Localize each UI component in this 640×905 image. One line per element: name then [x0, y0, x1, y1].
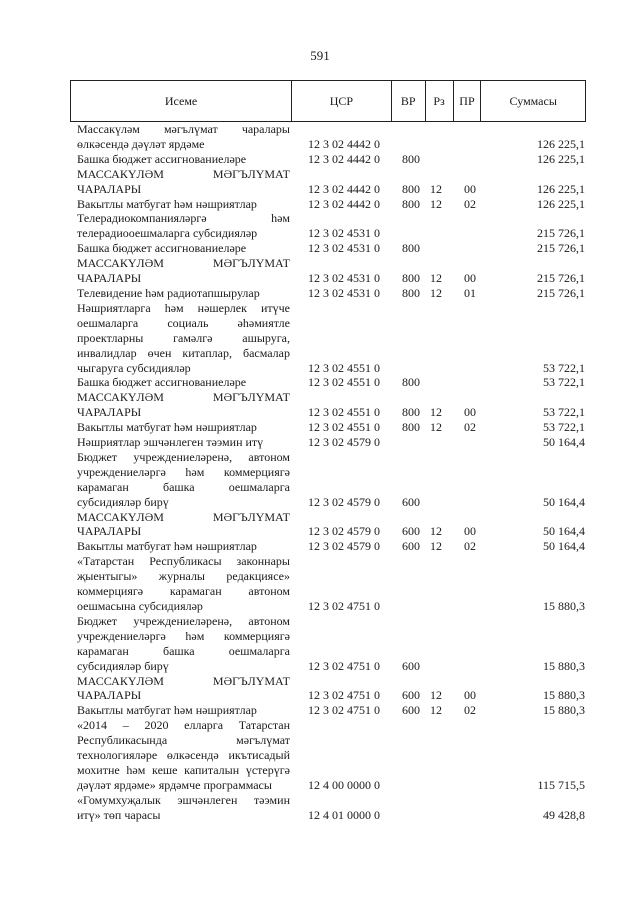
- row-name: [70, 793, 292, 823]
- row-name-line: МАССАКҮЛӘМ МӘГЪЛҮМАТ: [77, 256, 290, 271]
- row-csr: 12 4 00 0000 0: [308, 777, 380, 792]
- row-vr: 800: [402, 420, 420, 435]
- table-row: [70, 718, 586, 793]
- row-name: [70, 286, 292, 301]
- header-vr: ВР: [392, 81, 426, 121]
- header-name: Исеме: [71, 81, 292, 121]
- row-name-line: Бюджет учреждениеләренә, автоном: [77, 449, 290, 464]
- budget-table: [70, 80, 586, 823]
- row-name-line: телерадиооешмаларга субсидияләр: [77, 226, 258, 241]
- row-vr: 600: [402, 688, 420, 703]
- row-name-line: Башка бюджет ассигнованиеләре: [77, 241, 247, 256]
- row-pr: 00: [464, 181, 476, 196]
- row-vr: 600: [402, 703, 420, 718]
- row-sum: 126 225,1: [537, 136, 585, 151]
- row-sum: 15 880,3: [543, 688, 585, 703]
- table-row: [70, 241, 586, 256]
- table-row: [70, 420, 586, 435]
- row-name: [70, 539, 292, 554]
- row-vr: 800: [402, 405, 420, 420]
- row-rz: 12: [430, 420, 442, 435]
- row-pr: 02: [464, 420, 476, 435]
- table-row: [70, 510, 586, 540]
- row-rz: 12: [430, 524, 442, 539]
- row-csr: 12 3 02 4442 0: [308, 151, 380, 166]
- row-sum: 215 726,1: [537, 285, 585, 300]
- row-vr: 800: [402, 241, 420, 256]
- row-name-line: дәүләт ярдәме» ярдәмче программасы: [77, 777, 272, 792]
- table-row: [70, 450, 586, 510]
- row-sum: 215 726,1: [537, 226, 585, 241]
- row-name-line: итү» төп чарасы: [77, 807, 161, 822]
- row-csr: 12 3 02 4531 0: [308, 271, 380, 286]
- table-header: [70, 80, 586, 122]
- row-vr: 800: [402, 196, 420, 211]
- row-name-line: Телевидение һәм радиотапшырулар: [77, 285, 260, 300]
- table-row: [70, 703, 586, 718]
- row-sum: 53 722,1: [543, 420, 585, 435]
- table-row: [70, 301, 586, 376]
- row-name-line: Вакытлы матбугат һәм нәшриятлар: [77, 196, 257, 211]
- table-body: [70, 122, 586, 823]
- row-pr: 00: [464, 688, 476, 703]
- row-sum: 15 880,3: [543, 658, 585, 673]
- row-name: [70, 256, 292, 286]
- row-name: [70, 375, 292, 390]
- row-sum: 50 164,4: [543, 524, 585, 539]
- row-name-line: чыгаруга субсидияләр: [77, 360, 191, 375]
- row-rz: 12: [430, 703, 442, 718]
- row-csr: 12 3 02 4751 0: [308, 703, 380, 718]
- row-sum: 50 164,4: [543, 494, 585, 509]
- table-row: [70, 167, 586, 197]
- header-sum: Суммасы: [509, 93, 557, 108]
- row-name-line: Массакүләм мәгълүмат чаралары: [77, 122, 290, 136]
- row-name-line: карамаган башка оешмаларга: [77, 479, 290, 494]
- row-sum: 115 715,5: [537, 777, 585, 792]
- row-sum: 215 726,1: [537, 241, 585, 256]
- table-row: [70, 122, 586, 152]
- row-name-line: МАССАКҮЛӘМ МӘГЪЛҮМАТ: [77, 673, 290, 688]
- row-name: [70, 211, 292, 241]
- table-row: [70, 286, 586, 301]
- row-name-line: МАССАКҮЛӘМ МӘГЪЛҮМАТ: [77, 509, 290, 524]
- row-rz: 12: [430, 181, 442, 196]
- table-row: [70, 197, 586, 212]
- header-pr: ПР: [454, 81, 482, 121]
- row-vr: 800: [402, 271, 420, 286]
- row-name-line: оешмаларга социаль әһәмиятле: [77, 315, 290, 330]
- row-name-line: ЧАРАЛАРЫ: [77, 271, 142, 286]
- row-vr: 800: [402, 285, 420, 300]
- row-csr: 12 3 02 4531 0: [308, 285, 380, 300]
- row-sum: 50 164,4: [543, 539, 585, 554]
- table-row: [70, 375, 586, 390]
- header-rz: Рз: [426, 81, 454, 121]
- row-sum: 49 428,8: [543, 807, 585, 822]
- row-name: [70, 510, 292, 540]
- row-vr: 800: [402, 181, 420, 196]
- table-row: [70, 674, 586, 704]
- header-csr: ЦСР: [292, 81, 392, 121]
- row-name: [70, 674, 292, 704]
- row-rz: 12: [430, 285, 442, 300]
- row-sum: 126 225,1: [537, 181, 585, 196]
- row-name-line: оешмасына субсидияләр: [77, 599, 203, 613]
- row-sum: 53 722,1: [543, 360, 585, 375]
- row-rz: 12: [430, 539, 442, 554]
- row-sum: 53 722,1: [543, 375, 585, 390]
- row-name-line: Башка бюджет ассигнованиеләре: [77, 151, 247, 166]
- row-name-line: Нәшриятларга һәм нәшерлек итүче: [77, 300, 290, 315]
- row-sum: 215 726,1: [537, 271, 585, 286]
- row-vr: 600: [402, 658, 420, 673]
- row-name-line: Нәшриятлар эшчәнлеген тәэмин итү: [77, 435, 264, 450]
- row-csr: 12 3 02 4442 0: [308, 136, 380, 151]
- row-sum: 15 880,3: [543, 703, 585, 718]
- row-csr: 12 3 02 4579 0: [308, 524, 380, 539]
- row-sum: 50 164,4: [543, 435, 585, 450]
- row-name-line: «2014 – 2020 елларга Татарстан: [77, 718, 290, 733]
- row-vr: 600: [402, 524, 420, 539]
- row-pr: 02: [464, 196, 476, 211]
- row-name-line: өлкәсендә дәүләт ярдәме: [77, 136, 205, 151]
- row-name: [70, 614, 292, 674]
- row-name: [70, 152, 292, 167]
- row-vr: 600: [402, 539, 420, 554]
- row-name-line: «Татарстан Республикасы законнары: [77, 554, 290, 569]
- row-name: [70, 241, 292, 256]
- row-rz: 12: [430, 271, 442, 286]
- row-name-line: ЧАРАЛАРЫ: [77, 524, 142, 539]
- row-name-line: ЧАРАЛАРЫ: [77, 405, 142, 420]
- row-name-line: Республикасында мәгълүмат: [77, 733, 290, 748]
- row-name-line: субсидияләр бирү: [77, 494, 169, 509]
- row-name: [70, 390, 292, 420]
- row-name-line: Вакытлы матбугат һәм нәшриятлар: [77, 703, 257, 718]
- row-name-line: МАССАКҮЛӘМ МӘГЪЛҮМАТ: [77, 166, 290, 181]
- table-row: [70, 614, 586, 674]
- row-csr: 12 3 02 4579 0: [308, 435, 380, 450]
- row-name-line: мохитне һәм кеше капиталын үстерүгә: [77, 762, 290, 777]
- row-name-line: технологияләре өлкәсендә икътисадый: [77, 748, 290, 763]
- row-name: [70, 197, 292, 212]
- row-name: [70, 167, 292, 197]
- row-csr: 12 3 02 4551 0: [308, 360, 380, 375]
- row-name-line: коммерциягә карамаган автоном: [77, 584, 290, 599]
- table-row: [70, 793, 586, 823]
- row-vr: 800: [402, 151, 420, 166]
- row-name-line: инвалидлар өчен китаплар, басмалар: [77, 345, 290, 360]
- row-csr: 12 3 02 4442 0: [308, 181, 380, 196]
- row-pr: 00: [464, 271, 476, 286]
- table-row: [70, 390, 586, 420]
- row-pr: 01: [464, 285, 476, 300]
- row-csr: 12 3 02 4751 0: [308, 599, 380, 613]
- row-name-line: учреждениеләргә һәм коммерциягә: [77, 464, 290, 479]
- table-row: [70, 554, 586, 614]
- row-rz: 12: [430, 405, 442, 420]
- row-csr: 12 3 02 4551 0: [308, 375, 380, 390]
- row-name-line: Вакытлы матбугат һәм нәшриятлар: [77, 420, 257, 435]
- page-number: 591: [310, 48, 330, 63]
- row-csr: 12 3 02 4531 0: [308, 241, 380, 256]
- row-name: [70, 122, 292, 152]
- row-pr: 00: [464, 405, 476, 420]
- row-csr: 12 3 02 4751 0: [308, 688, 380, 703]
- row-name-line: ЧАРАЛАРЫ: [77, 688, 142, 703]
- row-csr: 12 3 02 4531 0: [308, 226, 380, 241]
- row-name-line: ЧАРАЛАРЫ: [77, 181, 142, 196]
- row-name-line: «Гомумхуҗалык эшчәнлеген тәэмин: [77, 792, 290, 807]
- row-name-line: җыентыгы» журналы редакциясе»: [77, 569, 290, 584]
- row-rz: 12: [430, 688, 442, 703]
- row-name-line: проектларны гамәлгә ашыруга,: [77, 330, 290, 345]
- row-pr: 02: [464, 539, 476, 554]
- row-sum: 53 722,1: [543, 405, 585, 420]
- row-name: [70, 718, 292, 793]
- row-csr: 12 3 02 4551 0: [308, 405, 380, 420]
- row-sum: 15 880,3: [543, 599, 585, 613]
- row-name: [70, 301, 292, 376]
- row-sum: 126 225,1: [537, 196, 585, 211]
- table-row: [70, 435, 586, 450]
- row-csr: 12 3 02 4579 0: [308, 494, 380, 509]
- row-vr: 600: [402, 494, 420, 509]
- row-name-line: Телерадиокомпанияләргә һәм: [77, 211, 290, 226]
- row-csr: 12 3 02 4579 0: [308, 539, 380, 554]
- row-name-line: субсидияләр бирү: [77, 658, 169, 673]
- table-row: [70, 211, 586, 241]
- row-name-line: Бюджет учреждениеләренә, автоном: [77, 613, 290, 628]
- row-pr: 02: [464, 703, 476, 718]
- row-name: [70, 450, 292, 510]
- row-vr: 800: [402, 375, 420, 390]
- row-name-line: учреждениеләргә һәм коммерциягә: [77, 628, 290, 643]
- row-name: [70, 554, 292, 614]
- row-name-line: Вакытлы матбугат һәм нәшриятлар: [77, 539, 257, 554]
- row-name-line: карамаган башка оешмаларга: [77, 643, 290, 658]
- row-name-line: МАССАКҮЛӘМ МӘГЪЛҮМАТ: [77, 390, 290, 405]
- row-csr: 12 3 02 4551 0: [308, 420, 380, 435]
- table-row: [70, 539, 586, 554]
- row-name-line: Башка бюджет ассигнованиеләре: [77, 375, 247, 390]
- row-name: [70, 420, 292, 435]
- row-csr: 12 4 01 0000 0: [308, 807, 380, 822]
- row-csr: 12 3 02 4751 0: [308, 658, 380, 673]
- row-rz: 12: [430, 196, 442, 211]
- table-row: [70, 256, 586, 286]
- row-sum: 126 225,1: [537, 151, 585, 166]
- row-name: [70, 435, 292, 450]
- table-row: [70, 152, 586, 167]
- row-pr: 00: [464, 524, 476, 539]
- row-csr: 12 3 02 4442 0: [308, 196, 380, 211]
- row-name: [70, 703, 292, 718]
